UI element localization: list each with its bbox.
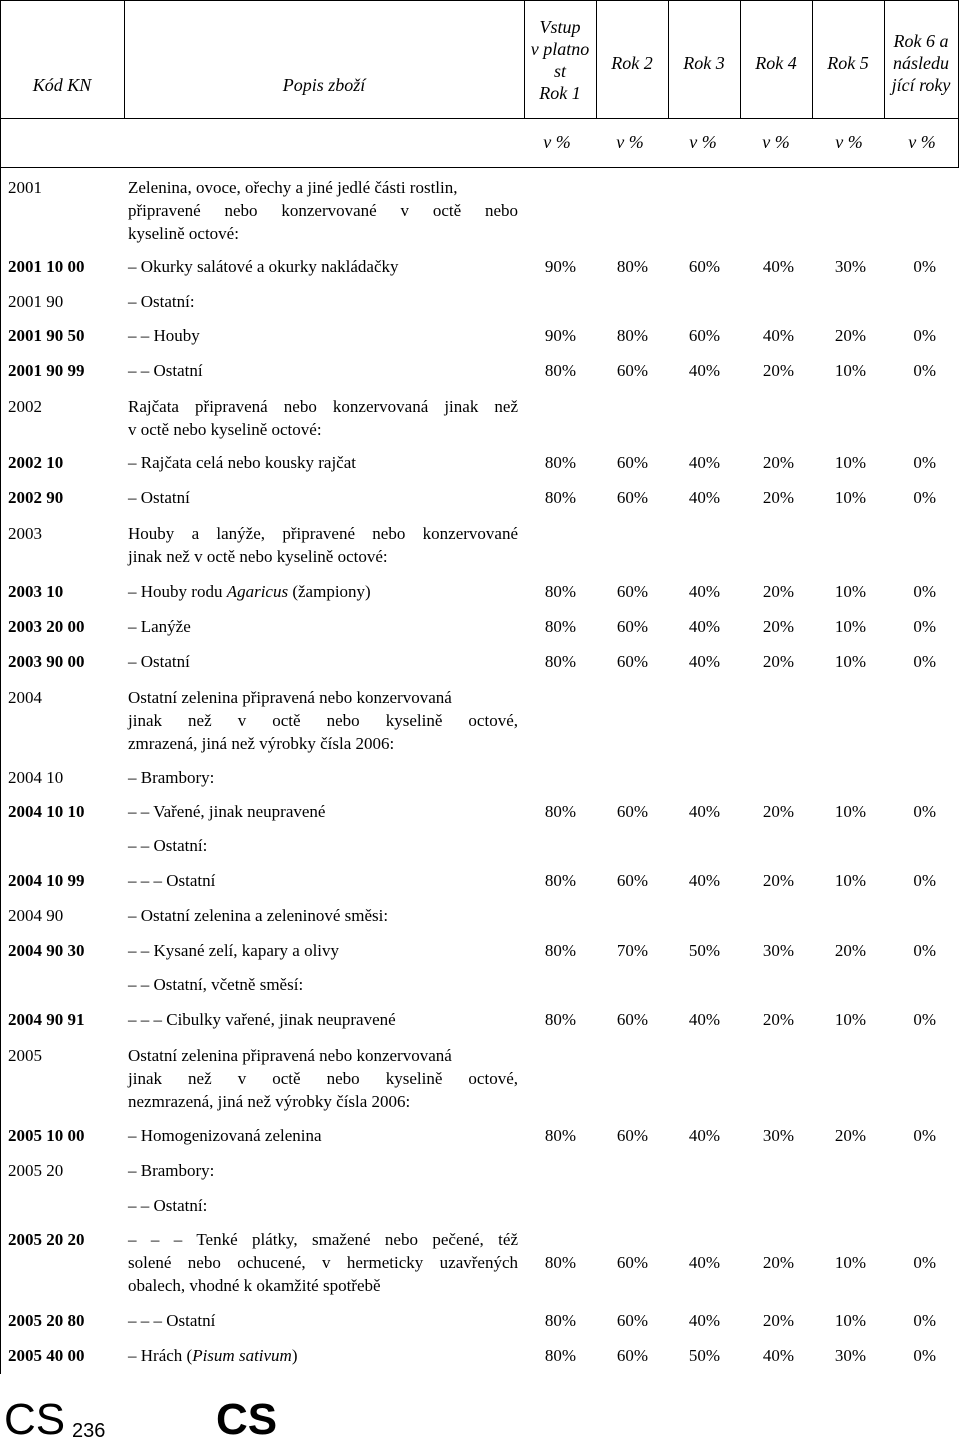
goods-description [128, 834, 518, 857]
duty-rate-rok2: 80% [616, 326, 648, 345]
duty-rate-rok3: 40% [688, 617, 720, 636]
header-bottom-border [0, 118, 959, 119]
description-line: – – Ostatní [128, 361, 203, 380]
goods-description [128, 615, 518, 638]
cn-code: 2001 90 99 [8, 361, 85, 380]
duty-rate-rok4: 20% [762, 871, 794, 890]
duty-rate-rok6: 0% [913, 1253, 936, 1272]
goods-description [128, 1124, 518, 1147]
description-line: nezmrazená, jiná než výrobky čísla 2006: [128, 1092, 411, 1111]
duty-rate-rok4: 20% [762, 361, 794, 380]
goods-description [128, 1194, 518, 1217]
goods-description [128, 1344, 518, 1367]
duty-rate-rok5: 30% [834, 1346, 866, 1365]
duty-rate-rok3: 40% [688, 361, 720, 380]
goods-description [128, 650, 518, 673]
goods-description [128, 869, 518, 892]
description-line: Zelenina, ovoce, ořechy a jiné jedlé části rostlin, [128, 178, 458, 197]
duty-rate-rok4: 40% [762, 257, 794, 276]
header-rok6-line: následu [893, 53, 949, 73]
header-popis-zbozi: Popis zboží [282, 75, 366, 95]
duty-rate-rok2: 60% [616, 1311, 648, 1330]
duty-rate-rok6: 0% [913, 257, 936, 276]
cn-code: 2005 40 00 [8, 1346, 85, 1365]
duty-rate-rok2: 80% [616, 257, 648, 276]
duty-rate-rok2: 60% [616, 1346, 648, 1365]
duty-rate-rok5: 10% [834, 1311, 866, 1330]
description-line: – – – Tenké plátky, smažené nebo pečené, též [128, 1230, 518, 1249]
duty-rate-rok5: 10% [834, 802, 866, 821]
units-bottom-border [0, 167, 959, 168]
duty-rate-rok2: 60% [616, 361, 648, 380]
duty-rate-rok3: 40% [688, 453, 720, 472]
description-line: – Ostatní [128, 488, 190, 507]
goods-description [128, 939, 518, 962]
duty-rate-rok5: 10% [834, 1253, 866, 1272]
goods-description [128, 580, 518, 603]
duty-rate-rok3: 60% [688, 326, 720, 345]
description-line: solené nebo ochucené, v hermeticky uzavřených [128, 1253, 518, 1272]
description-line: Rajčata připravená nebo konzervovaná jinak než [128, 397, 518, 416]
duty-rate-rok6: 0% [913, 326, 936, 345]
duty-rate-rok4: 20% [762, 802, 794, 821]
duty-rate-rok3: 40% [688, 652, 720, 671]
duty-rate-rok1: 80% [544, 488, 576, 507]
duty-rate-rok2: 60% [616, 453, 648, 472]
duty-rate-rok5: 10% [834, 582, 866, 601]
table-border-left [0, 0, 1, 1374]
cn-code: 2001 90 50 [8, 326, 85, 345]
duty-rate-rok2: 60% [616, 802, 648, 821]
description-line: – Rajčata celá nebo kousky rajčat [128, 453, 356, 472]
duty-rate-rok3: 60% [688, 257, 720, 276]
duty-rate-rok1: 80% [544, 802, 576, 821]
description-line: jinak než v octě nebo kyselině octové, [128, 1069, 518, 1088]
description-line: Houby a lanýže, připravené nebo konzervované [128, 524, 518, 543]
duty-rate-rok3: 40% [688, 1311, 720, 1330]
duty-rate-rok3: 40% [688, 582, 720, 601]
duty-rate-rok5: 10% [834, 871, 866, 890]
duty-rate-rok5: 20% [834, 326, 866, 345]
unit-rok2: v % [616, 132, 644, 152]
footer-cs-right: CS [216, 1395, 278, 1444]
cn-code: 2003 [8, 524, 42, 543]
table-border-right [958, 0, 959, 168]
cn-code: 2002 90 [8, 488, 64, 507]
duty-rate-rok2: 60% [616, 582, 648, 601]
duty-rate-rok2: 60% [616, 1253, 648, 1272]
description-line: zmrazená, jiná než výrobky čísla 2006: [128, 734, 395, 753]
description-line: jinak než v octě nebo kyselině octové: [128, 547, 388, 566]
cn-code: 2004 90 30 [8, 941, 85, 960]
duty-rate-rok3: 40% [688, 871, 720, 890]
duty-rate-rok1: 80% [544, 1346, 576, 1365]
goods-description [128, 1159, 518, 1182]
duty-rate-rok1: 90% [544, 257, 576, 276]
duty-rate-rok1: 80% [544, 941, 576, 960]
goods-description [128, 686, 518, 755]
description-line: – Houby rodu Agaricus (žampiony) [128, 582, 371, 601]
cn-code: 2005 20 20 [8, 1230, 85, 1249]
description-line: – – – Ostatní [128, 871, 216, 890]
duty-rate-rok1: 80% [544, 361, 576, 380]
description-line: – – Vařené, jinak neupravené [128, 802, 326, 821]
cn-code: 2004 [8, 688, 42, 707]
duty-rate-rok4: 30% [762, 941, 794, 960]
header-rok3: Rok 3 [683, 53, 725, 73]
description-line: – Lanýže [128, 617, 191, 636]
description-line: – – Houby [128, 326, 200, 345]
cn-code: 2001 10 00 [8, 257, 85, 276]
description-line: – – Ostatní: [128, 836, 208, 855]
goods-description [128, 176, 518, 245]
duty-rate-rok6: 0% [913, 361, 936, 380]
header-vstup-line: Vstup [539, 17, 581, 37]
goods-description [128, 255, 518, 278]
description-line: – – – Ostatní [128, 1311, 216, 1330]
duty-rate-rok4: 40% [762, 326, 794, 345]
description-line: Ostatní zelenina připravená nebo konzervovaná [128, 1046, 452, 1065]
duty-rate-rok1: 80% [544, 1311, 576, 1330]
goods-description [128, 1044, 518, 1113]
description-line: kyselině octové: [128, 224, 239, 243]
duty-rate-rok6: 0% [913, 488, 936, 507]
duty-rate-rok1: 80% [544, 453, 576, 472]
goods-description [128, 904, 518, 927]
description-line: v octě nebo kyselině octové: [128, 420, 322, 439]
header-rok6-line: Rok 6 a [893, 31, 949, 51]
unit-rok3: v % [689, 132, 717, 152]
duty-rate-rok2: 60% [616, 1010, 648, 1029]
header-vstup-line: v platno [530, 39, 590, 59]
description-line: – Ostatní [128, 652, 190, 671]
duty-rate-rok1: 80% [544, 1126, 576, 1145]
goods-description [128, 395, 518, 441]
header-rok5: Rok 5 [827, 53, 869, 73]
cn-code: 2005 10 00 [8, 1126, 85, 1145]
header-rok2: Rok 2 [611, 53, 653, 73]
footer-cs-left: CS [4, 1395, 66, 1444]
duty-rate-rok5: 10% [834, 361, 866, 380]
goods-description [128, 451, 518, 474]
goods-description [128, 324, 518, 347]
duty-rate-rok6: 0% [913, 582, 936, 601]
description-line: – Okurky salátové a okurky nakládačky [128, 257, 399, 276]
duty-rate-rok5: 10% [834, 488, 866, 507]
duty-rate-rok6: 0% [913, 802, 936, 821]
duty-rate-rok6: 0% [913, 1311, 936, 1330]
duty-rate-rok6: 0% [913, 1010, 936, 1029]
duty-rate-rok4: 20% [762, 453, 794, 472]
duty-rate-rok3: 40% [688, 488, 720, 507]
duty-rate-rok1: 80% [544, 582, 576, 601]
goods-description [128, 973, 518, 996]
unit-rok5: v % [835, 132, 863, 152]
duty-rate-rok1: 80% [544, 617, 576, 636]
goods-description [128, 1309, 518, 1332]
duty-rate-rok2: 60% [616, 871, 648, 890]
unit-rok6: v % [908, 132, 936, 152]
cn-code: 2001 90 [8, 292, 64, 311]
cn-code: 2002 10 [8, 453, 64, 472]
description-line: – Ostatní zelenina a zeleninové směsi: [128, 906, 389, 925]
duty-rate-rok3: 40% [688, 802, 720, 821]
goods-description [128, 1008, 518, 1031]
duty-rate-rok2: 60% [616, 617, 648, 636]
cn-code: 2002 [8, 397, 42, 416]
duty-rate-rok5: 20% [834, 941, 866, 960]
description-line: – Hrách (Pisum sativum) [128, 1346, 298, 1365]
description-line: – – – Cibulky vařené, jinak neupravené [128, 1010, 396, 1029]
description-line: obalech, vhodné k okamžité spotřebě [128, 1276, 381, 1295]
duty-rate-rok1: 80% [544, 1253, 576, 1272]
cn-code: 2003 10 [8, 582, 64, 601]
footer-page-number: 236 [72, 1420, 106, 1442]
duty-rate-rok4: 20% [762, 652, 794, 671]
duty-rate-rok4: 20% [762, 617, 794, 636]
duty-rate-rok1: 90% [544, 326, 576, 345]
duty-rate-rok4: 20% [762, 1010, 794, 1029]
cn-code: 2003 20 00 [8, 617, 85, 636]
duty-rate-rok3: 40% [688, 1010, 720, 1029]
goods-description [128, 486, 518, 509]
duty-rate-rok4: 20% [762, 1253, 794, 1272]
description-line: Ostatní zelenina připravená nebo konzervovaná [128, 688, 452, 707]
duty-rate-rok5: 30% [834, 257, 866, 276]
duty-rate-rok6: 0% [913, 453, 936, 472]
duty-rate-rok4: 30% [762, 1126, 794, 1145]
unit-rok4: v % [762, 132, 790, 152]
duty-rate-rok6: 0% [913, 1346, 936, 1365]
goods-description [128, 766, 518, 789]
duty-rate-rok5: 10% [834, 453, 866, 472]
description-line: – Homogenizovaná zelenina [128, 1126, 322, 1145]
duty-rate-rok2: 60% [616, 488, 648, 507]
duty-rate-rok5: 10% [834, 652, 866, 671]
description-line: – – Kysané zelí, kapary a olivy [128, 941, 340, 960]
duty-rate-rok6: 0% [913, 941, 936, 960]
duty-rate-rok2: 60% [616, 1126, 648, 1145]
duty-rate-rok1: 80% [544, 1010, 576, 1029]
cn-code: 2004 90 91 [8, 1010, 85, 1029]
duty-rate-rok3: 40% [688, 1126, 720, 1145]
duty-rate-rok4: 40% [762, 1346, 794, 1365]
cn-code: 2004 10 [8, 768, 64, 787]
duty-rate-rok5: 10% [834, 1010, 866, 1029]
goods-description [128, 1228, 518, 1297]
unit-rok1: v % [543, 132, 571, 152]
cn-code: 2004 90 [8, 906, 64, 925]
duty-rate-rok1: 80% [544, 871, 576, 890]
header-kod-kn: Kód KN [32, 75, 92, 95]
duty-rate-rok2: 60% [616, 652, 648, 671]
duty-rate-rok4: 20% [762, 488, 794, 507]
description-line: připravené nebo konzervované v octě nebo [128, 201, 518, 220]
description-line: – – Ostatní, včetně směsí: [128, 975, 304, 994]
duty-rate-rok6: 0% [913, 871, 936, 890]
duty-rate-rok3: 50% [688, 941, 720, 960]
duty-rate-rok6: 0% [913, 617, 936, 636]
goods-description [128, 522, 518, 568]
header-vstup-line: st [553, 61, 566, 81]
cn-code: 2004 10 10 [8, 802, 85, 821]
duty-rate-rok5: 10% [834, 617, 866, 636]
description-line: – Brambory: [128, 768, 215, 787]
header-rok6-line: jící roky [891, 75, 951, 95]
cn-code: 2004 10 99 [8, 871, 85, 890]
goods-description [128, 359, 518, 382]
goods-description [128, 800, 518, 823]
cn-code: 2005 [8, 1046, 42, 1065]
duty-rate-rok5: 20% [834, 1126, 866, 1145]
duty-rate-rok6: 0% [913, 652, 936, 671]
cn-code: 2003 90 00 [8, 652, 85, 671]
description-line: jinak než v octě nebo kyselině octové, [128, 711, 518, 730]
description-line: – – Ostatní: [128, 1196, 208, 1215]
header-top-border [0, 0, 959, 1]
duty-rate-rok6: 0% [913, 1126, 936, 1145]
duty-rate-rok2: 70% [616, 941, 648, 960]
duty-rate-rok3: 50% [688, 1346, 720, 1365]
goods-description [128, 290, 518, 313]
cn-code: 2005 20 [8, 1161, 64, 1180]
header-rok4: Rok 4 [755, 53, 797, 73]
description-line: – Brambory: [128, 1161, 215, 1180]
duty-rate-rok3: 40% [688, 1253, 720, 1272]
duty-rate-rok1: 80% [544, 652, 576, 671]
cn-code: 2001 [8, 178, 42, 197]
cn-code: 2005 20 80 [8, 1311, 85, 1330]
duty-rate-rok4: 20% [762, 582, 794, 601]
description-line: – Ostatní: [128, 292, 195, 311]
column-divider-code [124, 0, 125, 118]
duty-rate-rok4: 20% [762, 1311, 794, 1330]
header-vstup-line: Rok 1 [539, 83, 581, 103]
header-vstup-rok1 [524, 16, 596, 104]
header-rok6 [884, 30, 958, 96]
